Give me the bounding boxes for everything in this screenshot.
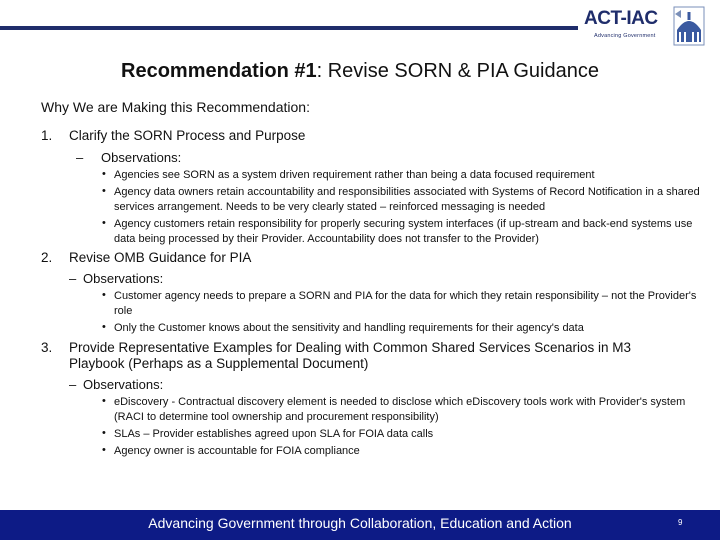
item-text: Revise OMB Guidance for PIA: [69, 250, 252, 265]
observation-bullet: Agency customers retain responsibility for properly securing system interfaces (if up-stream and back-end systems use data being processed by their Provider. Accountability does not transfer to the Provider): [114, 218, 693, 245]
item-text: Clarify the SORN Process and Purpose: [69, 128, 306, 143]
capitol-dome-icon: [673, 6, 705, 46]
item-number: 3.: [41, 340, 53, 355]
observation-bullet: SLAs – Provider establishes agreed upon SLA for FOIA data calls: [114, 428, 434, 440]
bullet-icon: •: [102, 444, 106, 456]
bullet-icon: •: [102, 217, 106, 229]
bullet-icon: •: [102, 427, 106, 439]
dash-marker: –: [69, 271, 77, 286]
footer-bar: [0, 510, 720, 540]
observation-bullet: eDiscovery - Contractual discovery element is needed to disclose which eDiscovery tools work with Provider's system (RACI to determine tool ownership and procurement responsibility): [114, 396, 686, 423]
dash-marker: –: [76, 150, 84, 165]
page-number: 9: [678, 518, 683, 527]
observations-label: Observations:: [83, 271, 164, 286]
section-heading: Why We are Making this Recommendation:: [41, 99, 310, 115]
bullet-icon: •: [102, 168, 106, 180]
item-number: 1.: [41, 128, 53, 143]
logo-tagline: Advancing Government: [594, 33, 656, 39]
observations-label: Observations:: [101, 150, 182, 165]
header-rule: [0, 26, 578, 30]
logo-text: ACT-IAC: [584, 8, 658, 29]
title-rest: : Revise SORN & PIA Guidance: [316, 60, 599, 82]
observation-bullet: Only the Customer knows about the sensitivity and handling requirements for their agency's data: [114, 322, 584, 334]
observation-bullet: Agency data owners retain accountability and responsibilities associated with Systems of Record Notification in a shared services arrangement. Needs to be very clearly stated – reinforced messaging is needed: [114, 186, 700, 213]
act-iac-logo: [584, 6, 704, 46]
bullet-icon: •: [102, 321, 106, 333]
item-text: Provide Representative Examples for Dealing with Common Shared Services Scenarios in M3 Playbook (Perhaps as a Supplemental Document): [69, 340, 632, 371]
item-number: 2.: [41, 250, 53, 265]
observation-bullet: Customer agency needs to prepare a SORN and PIA for the data for which they retain responsibility – not the Provider's role: [114, 290, 697, 317]
dash-marker: –: [69, 377, 77, 392]
bullet-icon: •: [102, 289, 106, 301]
observation-bullet: Agency owner is accountable for FOIA compliance: [114, 445, 360, 457]
bullet-icon: •: [102, 395, 106, 407]
title-bold: Recommendation #1: [121, 60, 317, 82]
slide-title: [0, 60, 720, 83]
footer-text: Advancing Government through Collaboration, Education and Action: [148, 515, 572, 531]
bullet-icon: •: [102, 185, 106, 197]
observations-label: Observations:: [83, 377, 164, 392]
observation-bullet: Agencies see SORN as a system driven requirement rather than being a data focused requirement: [114, 169, 595, 181]
